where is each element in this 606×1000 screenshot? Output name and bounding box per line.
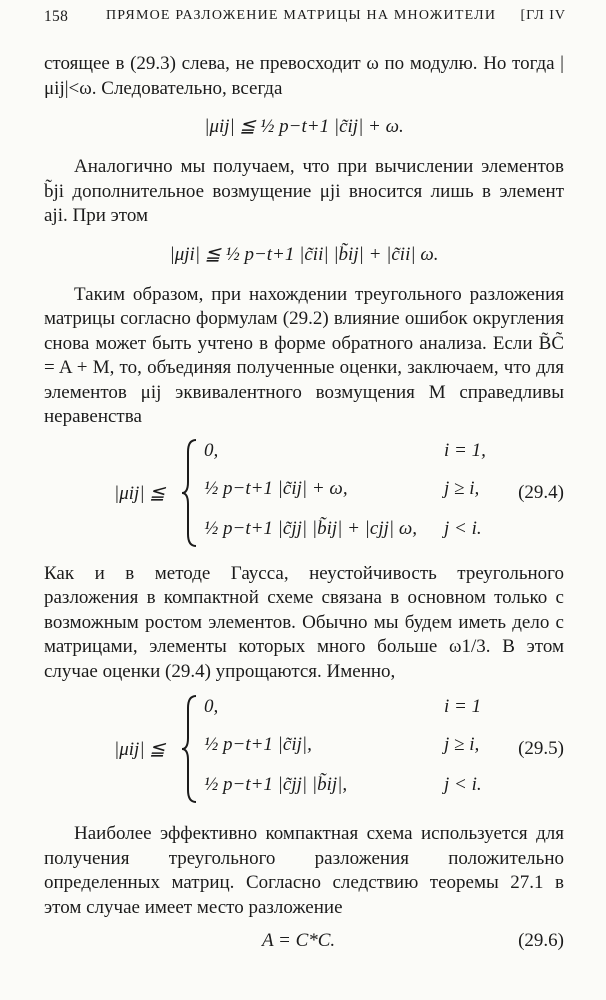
chapter-marker: [ГЛ IV xyxy=(520,8,566,23)
eq294-row-2: ½ p−t+1 |c̃ij| + ω, xyxy=(204,477,348,499)
left-brace-icon xyxy=(180,438,200,548)
running-title: ПРЯМОЕ РАЗЛОЖЕНИЕ МАТРИЦЫ НА МНОЖИТЕЛИ xyxy=(106,8,497,23)
equation-1: |μij| ≦ ½ p−t+1 |c̃ij| + ω. xyxy=(204,116,404,137)
equation-29-5 xyxy=(44,694,564,804)
eq295-label: (29.5) xyxy=(518,738,564,759)
page-number: 158 xyxy=(44,8,69,25)
eq294-cond-1: i = 1, xyxy=(444,439,486,461)
eq296-label: (29.6) xyxy=(518,930,564,951)
equation-2: |μji| ≦ ½ p−t+1 |c̃ii| |b̃ij| + |c̃ii| ω. xyxy=(169,243,439,265)
eq295-row-2: ½ p−t+1 |c̃ij|, xyxy=(204,734,312,755)
eq294-lhs: |μij| ≦ xyxy=(114,482,166,504)
paragraph-3: Таким образом, при нахождении треугольного разложения матрицы согласно формулам (29.2) влияние ошибок округления снова может быть учтено в форме обратного анализа. Если B̃C̃ = A + M, то, объединяя полученные оценки, заключаем, что для элементов μij эквивалентного возмущения M справедливы неравенства xyxy=(44,283,564,427)
equation-29-6 xyxy=(44,928,564,958)
eq295-row-3: ½ p−t+1 |c̃jj| |b̃ij|, xyxy=(204,774,348,795)
eq294-label: (29.4) xyxy=(518,481,564,503)
eq295-cond-1: i = 1 xyxy=(444,696,482,717)
eq294-row-1: 0, xyxy=(204,439,219,461)
eq295-row-1: 0, xyxy=(204,696,219,717)
eq295-cond-3: j < i. xyxy=(444,774,482,795)
eq295-cond-2: j ≥ i, xyxy=(444,734,480,755)
page-body xyxy=(44,52,564,958)
eq295-lhs: |μij| ≦ xyxy=(114,739,166,760)
paragraph-5: Наиболее эффективно компактная схема используется для получения треугольного разложения положительно определенных матриц. Согласно следствию теоремы 27.1 в этом случае имеет место разложение xyxy=(44,823,564,918)
paragraph-2: Аналогично мы получаем, что при вычислении элементов b̃ji дополнительное возмущение μji вносится лишь в элемент aji. При этом xyxy=(44,156,564,226)
paragraph-1: стоящее в (29.3) слева, не превосходит ω по модулю. Но тогда |μij|<ω. Следовательно, всегда xyxy=(44,53,564,99)
paragraph-4: Как и в методе Гаусса, неустойчивость треугольного разложения в компактной схеме связана в основном только с возможным ростом элементов. Обычно мы будем иметь дело с матрицами, элементы которых много больше ω1/3. В этом случае оценки (29.4) упрощаются. Именно, xyxy=(44,562,564,682)
running-header xyxy=(44,8,566,34)
eq294-cond-2: j ≥ i, xyxy=(444,477,480,499)
eq296-expr: A = C*C. xyxy=(262,930,336,951)
eq294-cond-3: j < i. xyxy=(444,517,482,539)
eq294-row-3: ½ p−t+1 |c̃jj| |b̃ij| + |cjj| ω, xyxy=(204,517,418,539)
equation-29-4 xyxy=(44,438,564,548)
left-brace-icon xyxy=(180,694,200,804)
